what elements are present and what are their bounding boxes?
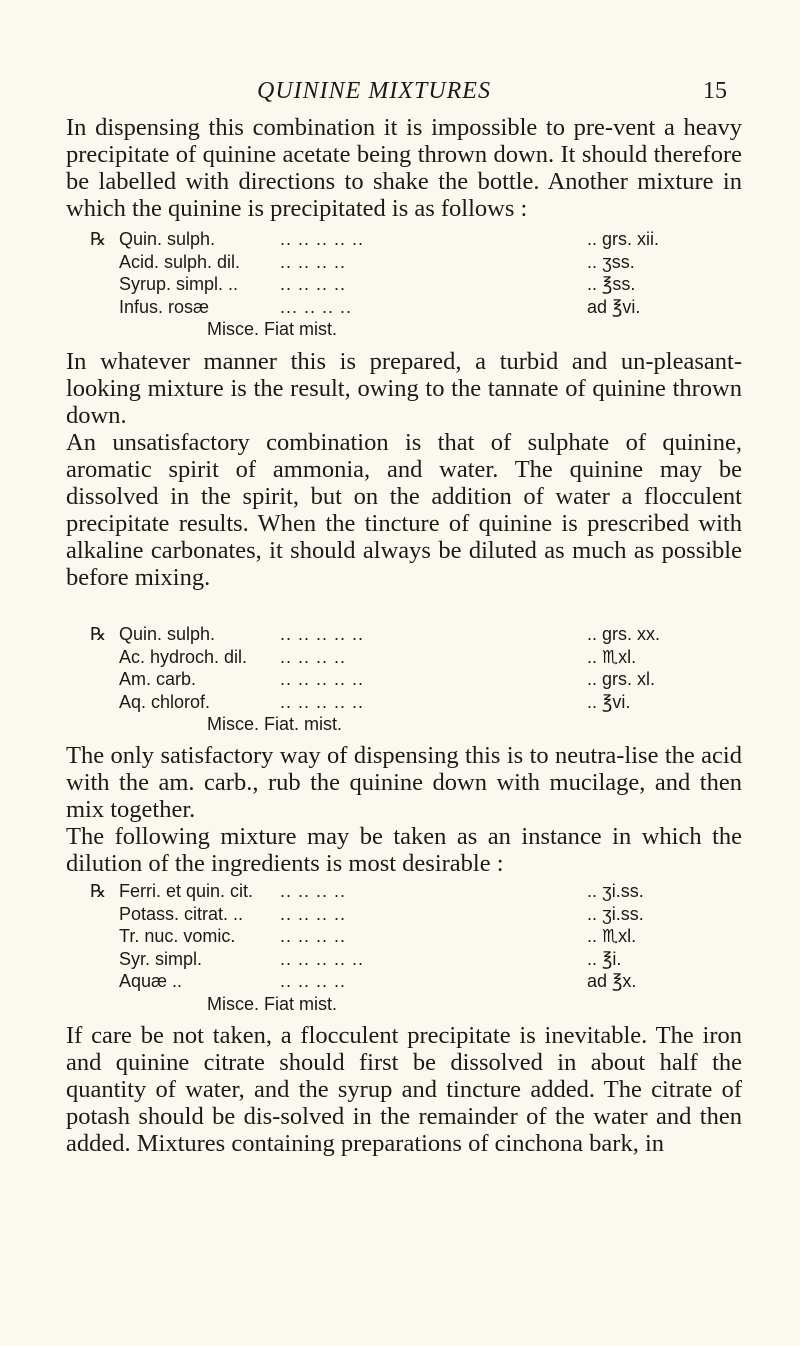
prescription-line [90, 970, 712, 993]
prescription-line [90, 228, 712, 251]
paragraph-6: If care be not taken, a flocculent precipitate is inevitable. The iron and quinine citrate should first be dissolved in about half the quantity of water, and the syrup and tincture added. The citrate of potash should be dis-solved in the remainder of the water and then added. Mixtures containing preparations of cinchona bark, in [66, 1022, 742, 1157]
prescription-1 [90, 228, 712, 341]
dot-leader: .. .. .. .. .. [280, 691, 365, 712]
paragraph-3: An unsatisfactory combination is that of sulphate of quinine, aromatic spirit of ammonia, and water. The quinine may be dissolved in the spirit, but on the addition of water a flocculent precipitate results. When the tincture of quinine is prescribed with alkaline carbonates, it should always be diluted as much as possible before mixing. [66, 429, 742, 591]
recipe-symbol: ℞ [90, 881, 107, 901]
page-number: 15 [703, 78, 727, 104]
ingredient-name: Quin. sulph. [119, 229, 216, 249]
ingredient-name: Ferri. et quin. cit. [119, 881, 254, 901]
dot-leader: .. .. .. .. [280, 274, 347, 294]
recipe-footer: Misce. Fiat mist. [207, 993, 338, 1014]
prescription-line [90, 646, 712, 669]
ingredient-quantity: .. ℥ss. [587, 274, 636, 294]
ingredient-quantity: ad ℥vi. [587, 296, 641, 317]
dot-leader: .. .. .. .. .. [280, 624, 365, 644]
ingredient-name: Acid. sulph. dil. [119, 251, 241, 272]
recipe-symbol: ℞ [90, 624, 107, 644]
dot-leader: .. .. .. .. .. [280, 948, 365, 969]
ingredient-quantity: .. grs. xx. [587, 624, 661, 644]
ingredient-quantity: .. ʒi.ss. [587, 881, 644, 901]
ingredient-quantity: .. ♏xl. [587, 646, 637, 667]
paragraph-5: The following mixture may be taken as an instance in which the dilution of the ingredients is most desirable : [66, 823, 742, 877]
prescription-2 [90, 623, 712, 736]
ingredient-name: Tr. nuc. vomic. [119, 926, 236, 946]
ingredient-name: Aquæ .. [119, 971, 183, 991]
prescription-line [90, 948, 712, 971]
prescription-3 [90, 880, 712, 1015]
ingredient-name: Quin. sulph. [119, 624, 216, 644]
prescription-line [90, 273, 712, 296]
dot-leader: .. .. .. .. .. [280, 669, 365, 689]
paragraph-4: The only satisfactory way of dispensing this is to neutra-lise the acid with the am. carb., rub the quinine down with mucilage, and then mix together. [66, 742, 742, 823]
recipe-footer: Misce. Fiat mist. [207, 319, 338, 339]
ingredient-quantity: .. ʒss. [587, 251, 635, 272]
paragraph-2: In whatever manner this is prepared, a turbid and un-pleasant-looking mixture is the result, owing to the tannate of quinine thrown down. [66, 348, 742, 429]
prescription-line [90, 296, 712, 319]
ingredient-quantity: .. ʒi.ss. [587, 903, 644, 924]
prescription-line [90, 623, 712, 646]
ingredient-quantity: .. ℥vi. [587, 691, 631, 712]
dot-leader: .. .. .. .. [280, 251, 347, 272]
dot-leader: .. .. .. .. .. [280, 229, 365, 249]
prescription-line [90, 925, 712, 948]
dot-leader: .. .. .. .. [280, 646, 347, 667]
prescription-line [90, 880, 712, 903]
prescription-line [90, 903, 712, 926]
ingredient-quantity: .. grs. xl. [587, 669, 656, 689]
ingredient-name: Aq. chlorof. [119, 691, 211, 712]
ingredient-name: Ac. hydroch. dil. [119, 646, 248, 667]
dot-leader: ... .. .. .. [280, 296, 353, 317]
page-header [0, 78, 800, 108]
paragraph-1: In dispensing this combination it is impossible to pre-vent a heavy precipitate of quinine acetate being thrown down. It should therefore be labelled with directions to shake the bottle. Another mixture in which the quinine is precipitated is as follows : [66, 114, 742, 222]
dot-leader: .. .. .. .. [280, 903, 347, 924]
prescription-line [90, 691, 712, 714]
dot-leader: .. .. .. .. [280, 926, 347, 946]
ingredient-quantity: .. ℥i. [587, 948, 622, 969]
ingredient-name: Am. carb. [119, 669, 197, 689]
recipe-footer: Misce. Fiat. mist. [207, 714, 343, 734]
dot-leader: .. .. .. .. [280, 881, 347, 901]
ingredient-quantity: ad ℥x. [587, 971, 637, 991]
ingredient-name: Infus. rosæ [119, 296, 210, 317]
running-head: QUININE MIXTURES [257, 78, 491, 104]
ingredient-name: Potass. citrat. .. [119, 903, 244, 924]
ingredient-name: Syrup. simpl. .. [119, 274, 239, 294]
prescription-line [90, 251, 712, 274]
ingredient-name: Syr. simpl. [119, 948, 203, 969]
ingredient-quantity: .. ♏xl. [587, 926, 637, 946]
prescription-line [90, 668, 712, 691]
ingredient-quantity: .. grs. xii. [587, 229, 660, 249]
dot-leader: .. .. .. .. [280, 971, 347, 991]
recipe-symbol: ℞ [90, 229, 107, 249]
